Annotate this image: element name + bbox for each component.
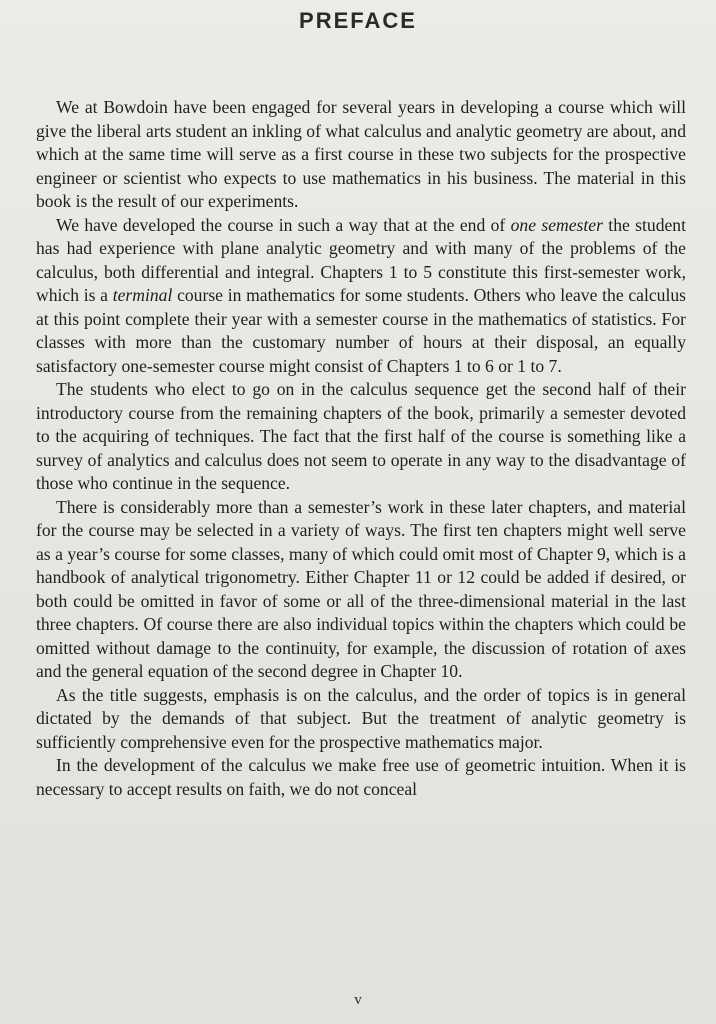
paragraph-4 [36, 496, 686, 684]
paragraph-3-text: The students who elect to go on in the calculus sequence get the second half of their introductory course from the remaining chapters of the book, primarily a semester devoted to the acquiring of techniques. The fact that the first half of the course is something like a survey of analytics and calculus does not seem to operate in any way to the disadvantage of those who continue in the sequence. [36, 379, 686, 493]
paragraph-3 [36, 378, 686, 496]
paragraph-2 [36, 214, 686, 379]
paragraph-1 [36, 96, 686, 214]
paragraph-2-text-b: the student has had experience with plane analytic geometry and with many of the problems of the calculus, both differential and integral. Chapters 1 to 5 constitute this first-semester work, which is a [36, 214, 686, 305]
paragraph-2-emphasis-one-semester: one semester [510, 214, 603, 235]
page-title: PREFACE [299, 8, 417, 33]
paragraph-2-emphasis-terminal: terminal [112, 285, 173, 305]
preface-body [36, 96, 686, 801]
paragraph-6-text: In the development of the calculus we make free use of geometric intuition. When it is necessary to accept results on faith, we do not conceal [36, 755, 686, 799]
paragraph-5-text: As the title suggests, emphasis is on the calculus, and the order of topics is in general dictated by the demands of that subject. But the treatment of analytic geometry is sufficiently comprehensive even for the prospective mathematics major. [36, 684, 686, 752]
paragraph-1-text: We at Bowdoin have been engaged for several years in developing a course which will give the liberal arts student an inkling of what calculus and analytic geometry are about, and which at the same time will serve as a first course in these two subjects for the prospective engineer or scientist who expects to use mathematics in his business. The material in this book is the result of our experiments. [36, 97, 686, 211]
page-number: v [354, 992, 362, 1008]
paragraph-5 [36, 684, 686, 755]
paragraph-4-text: There is considerably more than a semester’s work in these later chapters, and material for the course may be selected in a variety of ways. The first ten chapters might well serve as a year’s course for some classes, many of which could omit most of Chapter 9, which is a handbook of analytical trigonometry. Either Chapter 11 or 12 could be added if desired, or both could be omitted in favor of some or all of the three-dimensional material in the last three chapters. Of course there are also individual topics within the chapters which could be omitted without damage to the continuity, for example, the discussion of rotation of axes and the general equation of the second degree in Chapter 10. [36, 496, 686, 681]
paragraph-6 [36, 754, 686, 801]
paragraph-2-text-a: We have developed the course in such a way that at the end of [56, 214, 511, 235]
paragraph-2-text-c: course in mathematics for some students. Others who leave the calculus at this point complete their year with a semester course in the mathematics of statistics. For classes with more than the customary number of hours at their disposal, an equally satisfactory one-semester course might consist of Chapters 1 to 6 or 1 to 7. [36, 285, 686, 376]
